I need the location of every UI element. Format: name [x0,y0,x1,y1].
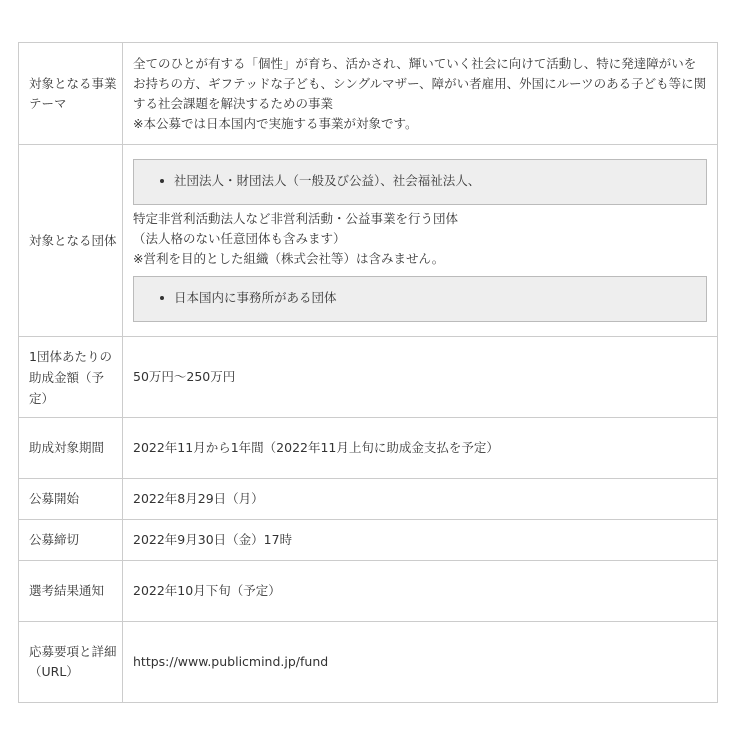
details-label: 応募要項と詳細（URL） [19,622,123,703]
table-row-details [19,622,718,703]
org-bullet-item-1: 社団法人・財団法人（一般及び公益）、社会福祉法人、 [160,171,706,191]
org-content [123,145,718,337]
theme-content [123,43,718,145]
result-value: 2022年10月下旬（予定） [123,561,718,622]
table-row-result [19,561,718,622]
org-line-1: 特定非営利活動法人など非営利活動・公益事業を行う団体 [133,211,459,226]
table-row-org [19,145,718,337]
table-row-deadline [19,520,718,561]
table-row-amount [19,337,718,418]
start-value: 2022年8月29日（月） [123,479,718,520]
amount-value: 50万円～250万円 [123,337,718,418]
table-row-period [19,418,718,479]
deadline-value: 2022年9月30日（金）17時 [123,520,718,561]
period-value: 2022年11月から1年間（2022年11月上旬に助成金支払を予定） [123,418,718,479]
period-label: 助成対象期間 [19,418,123,479]
org-bullet-item-2: 日本国内に事務所がある団体 [160,288,706,308]
grant-info-section [18,42,718,703]
theme-note: ※本公募では日本国内で実施する事業が対象です。 [133,115,418,131]
grant-info-table [18,42,718,703]
theme-label: 対象となる事業テーマ [19,43,123,145]
theme-description: 全てのひとが有する「個性」が育ち、活かされ、輝いていく社会に向けて活動し、特に発達障がいをお持ちの方、ギフテッドな子ども、シングルマザー、障がい者雇用、外国にルーツのある子ども等に関する社会課題を解決するための事業 [133,55,707,111]
org-line-2: （法人格のない任意団体も含みます） [133,231,346,246]
org-label: 対象となる団体 [19,145,123,337]
result-label: 選考結果通知 [19,561,123,622]
table-row-theme [19,43,718,145]
start-label: 公募開始 [19,479,123,520]
deadline-label: 公募締切 [19,520,123,561]
org-line-3: ※営利を目的とした組織（株式会社等）は含みません。 [133,251,445,266]
org-bullet-box-2 [133,276,707,322]
amount-label: 1団体あたりの助成金額（予定） [19,337,123,418]
table-row-start [19,479,718,520]
org-bullet-box-1 [133,159,707,205]
details-url-link[interactable]: https://www.publicmind.jp/fund [123,622,718,703]
